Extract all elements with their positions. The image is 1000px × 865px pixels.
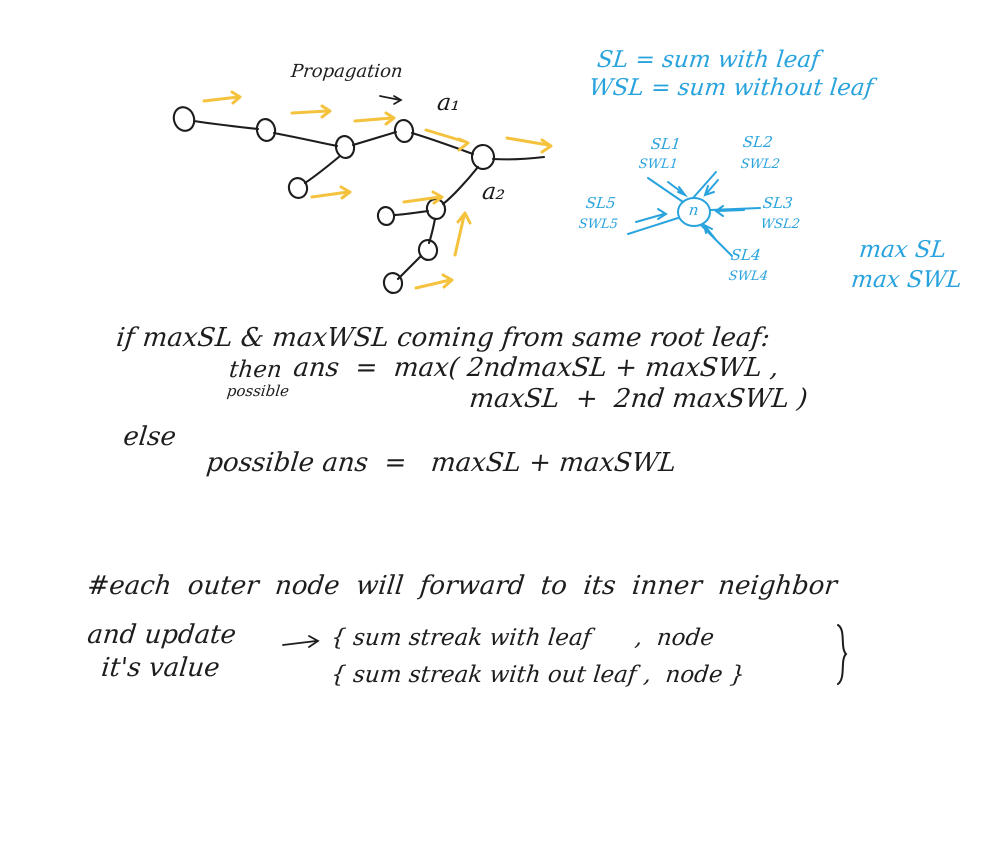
side-note-max-sl: max SL [857, 237, 948, 263]
tree-edge [493, 157, 544, 159]
arrow [404, 197, 440, 202]
tree-node [287, 176, 310, 200]
tree-edge [353, 132, 396, 145]
tree-node [255, 117, 277, 142]
ans-expression-line2: maxSL + 2nd maxSWL ) [467, 384, 810, 414]
arrow [455, 216, 464, 255]
arrow [426, 130, 466, 142]
tree-node [394, 119, 415, 143]
tree-node [334, 135, 356, 160]
branch-1-wsl-label: SWL1 [637, 157, 679, 172]
branch-3-wsl-label: WSL2 [759, 217, 801, 232]
outer-brace [838, 625, 846, 684]
tree-node [425, 197, 447, 220]
tree-node [417, 238, 439, 261]
bottom-note-and-update: and update [85, 620, 238, 650]
branch-2-sl-label: SL2 [741, 133, 774, 151]
arrow-head [542, 140, 551, 152]
arrow [204, 97, 238, 101]
tree-edge [274, 133, 337, 146]
tree-node [382, 271, 404, 294]
condition-line: if maxSL & maxWSL coming from same root leaf: [114, 323, 772, 353]
brace-line-2: { sum streak with out leaf , node } [329, 662, 746, 688]
tree-node [471, 144, 495, 170]
ans-expression-line1: ans = max( 2ndmaxSL + maxSWL , [291, 353, 781, 383]
edge-label-a1: a₁ [435, 90, 462, 116]
edge-label-a2: a₂ [480, 179, 507, 205]
arrow [292, 111, 328, 113]
spoke [710, 208, 760, 210]
branch-2-wsl-label: SWL2 [739, 157, 781, 172]
tree-edge [394, 211, 428, 215]
arrow-head [232, 92, 240, 103]
bottom-note-its-value: it's value [99, 653, 222, 683]
arrow-head [459, 139, 468, 150]
arrow-head [386, 113, 394, 124]
side-note-max-swl: max SWL [849, 267, 964, 293]
arrow-head [322, 106, 330, 117]
tree-edge [412, 133, 473, 154]
arrow [507, 138, 548, 145]
possible-word: possible [225, 382, 290, 400]
arrow-head [443, 275, 452, 287]
center-node-label: n [687, 201, 700, 219]
else-expression: possible ans = maxSL + maxSWL [204, 448, 678, 478]
arrow [312, 192, 348, 197]
brace-line-1: { sum streak with leaf , node [329, 625, 716, 651]
bottom-brace-group [838, 625, 846, 684]
bottom-note-line1: #each outer node will forward to its inner neighbor [85, 571, 839, 601]
tree-edge [443, 167, 478, 204]
arrow-head [341, 187, 350, 198]
spoke [648, 178, 683, 202]
arrow-head [433, 192, 442, 203]
legend-line-wsl: WSL = sum without leaf [587, 75, 875, 101]
legend-line-sl: SL = sum with leaf [595, 47, 821, 73]
propagation-pointer [380, 96, 401, 104]
tree-edge [194, 121, 258, 129]
branch-5-sl-label: SL5 [584, 194, 617, 212]
branch-4-sl-label: SL4 [729, 246, 762, 264]
arrow-head [458, 213, 470, 223]
tree-edge [305, 156, 340, 183]
tree-edge [398, 256, 421, 279]
arrow [416, 280, 450, 288]
propagation-label: Propagation [289, 61, 404, 82]
branch-1-sl-label: SL1 [649, 135, 682, 153]
spoke [701, 225, 732, 256]
branch-3-sl-label: SL3 [761, 194, 794, 212]
tree-edge [429, 219, 435, 243]
tree-node [171, 104, 197, 133]
else-word: else [121, 422, 178, 452]
branch-5-wsl-label: SWL5 [577, 217, 619, 232]
tree-node [376, 206, 395, 227]
spoke [628, 218, 678, 234]
forward-arrow [283, 636, 318, 647]
spoke [693, 172, 716, 198]
then-word: then [227, 357, 284, 383]
branch-4-wsl-label: SWL4 [727, 269, 769, 284]
arrow [355, 118, 392, 121]
